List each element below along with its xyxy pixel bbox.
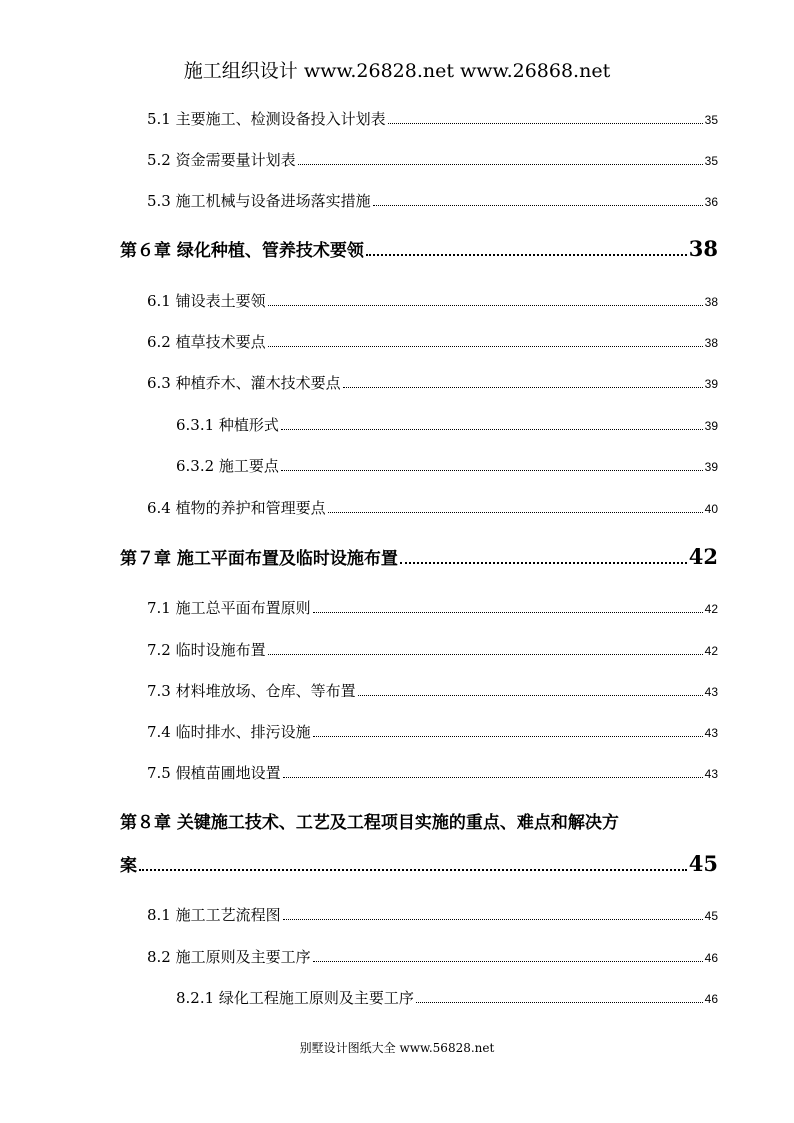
toc-entry-title: 7.1 施工总平面布置原则	[147, 599, 311, 617]
toc-entry-page: 36	[704, 195, 718, 209]
toc-entry[interactable]	[147, 290, 718, 313]
toc-entry[interactable]	[147, 904, 718, 927]
dot-leader	[313, 612, 703, 613]
dot-leader	[313, 736, 703, 737]
toc-entry-page: 46	[704, 992, 718, 1006]
toc-entry[interactable]	[147, 108, 718, 131]
toc-entry[interactable]	[147, 149, 718, 172]
toc-entry-title: 6.2 植草技术要点	[147, 333, 266, 351]
dot-leader	[283, 777, 703, 778]
toc-entry-title: 5.3 施工机械与设备进场落实措施	[147, 192, 371, 210]
toc-entry[interactable]	[147, 331, 718, 354]
toc-entry[interactable]	[147, 597, 718, 620]
toc-entry-page: 43	[704, 685, 718, 699]
dot-leader	[366, 254, 687, 256]
dot-leader	[388, 123, 703, 124]
toc-entry[interactable]	[147, 721, 718, 744]
toc-chapter-title-line2: 案	[120, 856, 137, 876]
toc-entry-title: 6.4 植物的养护和管理要点	[147, 499, 326, 517]
toc-entry-page: 40	[704, 502, 718, 516]
toc-entry-page: 43	[704, 767, 718, 781]
toc-entry-title: 8.1 施工工艺流程图	[147, 906, 281, 924]
toc-entry-page: 38	[704, 336, 718, 350]
toc-entry-page: 43	[704, 726, 718, 740]
dot-leader	[298, 164, 703, 165]
toc-entry-title: 7.2 临时设施布置	[147, 641, 266, 659]
toc-entry-page: 42	[704, 644, 718, 658]
toc-entry-title: 7.3 材料堆放场、仓库、等布置	[147, 682, 356, 700]
toc-entry-page: 38	[704, 295, 718, 309]
dot-leader	[139, 869, 687, 871]
toc-chapter-page: 38	[688, 236, 718, 261]
toc-entry-title: 8.2 施工原则及主要工序	[147, 948, 311, 966]
toc-entry-title: 6.3.1 种植形式	[176, 416, 279, 434]
toc-entry-page: 35	[704, 113, 718, 127]
toc-entry-page: 39	[704, 460, 718, 474]
toc-entry-page: 35	[704, 154, 718, 168]
dot-leader	[268, 346, 703, 347]
dot-leader	[373, 205, 703, 206]
toc-entry-title: 6.3 种植乔木、灌木技术要点	[147, 374, 341, 392]
toc-chapter-title-line1[interactable]: 第８章 关键施工技术、工艺及工程项目实施的重点、难点和解决方	[120, 813, 619, 833]
toc-entry[interactable]	[147, 762, 718, 785]
page-footer: 别墅设计图纸大全 www.56828.net	[299, 1041, 495, 1055]
toc-entry-title: 6.1 铺设表土要领	[147, 292, 266, 310]
toc-entry[interactable]	[147, 680, 718, 703]
dot-leader	[281, 470, 703, 471]
dot-leader	[313, 961, 703, 962]
dot-leader	[268, 305, 703, 306]
dot-leader	[281, 429, 703, 430]
toc-entry-title: 6.3.2 施工要点	[176, 457, 279, 475]
toc-subentry[interactable]	[176, 987, 718, 1010]
toc-entry-title: 5.1 主要施工、检测设备投入计划表	[147, 110, 386, 128]
toc-chapter-page: 45	[688, 851, 718, 876]
toc-entry[interactable]	[147, 497, 718, 520]
toc-entry[interactable]	[147, 190, 718, 213]
toc-chapter-page: 42	[688, 544, 718, 569]
toc-entry-title: 8.2.1 绿化工程施工原则及主要工序	[176, 989, 414, 1007]
toc-subentry[interactable]	[176, 455, 718, 478]
dot-leader	[358, 695, 703, 696]
toc-entry[interactable]	[147, 372, 718, 395]
toc-entry-page: 45	[704, 909, 718, 923]
dot-leader	[283, 919, 703, 920]
toc-entry-page: 39	[704, 419, 718, 433]
dot-leader	[343, 387, 703, 388]
toc-entry-title: 7.4 临时排水、排污设施	[147, 723, 311, 741]
toc-entry[interactable]	[147, 639, 718, 662]
toc-entry-title: 7.5 假植苗圃地设置	[147, 764, 281, 782]
toc-entry[interactable]	[147, 946, 718, 969]
toc-chapter-title: 第６章 绿化种植、管养技术要领	[120, 241, 364, 261]
toc-entry-page: 42	[704, 602, 718, 616]
toc-entry-title: 5.2 资金需要量计划表	[147, 151, 296, 169]
toc-entry-page: 39	[704, 377, 718, 391]
toc-subentry[interactable]	[176, 414, 718, 437]
dot-leader	[268, 654, 703, 655]
toc-chapter-entry[interactable]	[120, 236, 718, 264]
toc-chapter-entry[interactable]	[120, 851, 718, 879]
dot-leader	[328, 512, 703, 513]
toc-chapter-entry[interactable]	[120, 544, 718, 572]
dot-leader	[400, 562, 687, 564]
toc-entry-page: 46	[704, 951, 718, 965]
page-header: 施工组织设计 www.26828.net www.26868.net	[183, 60, 611, 82]
toc-chapter-title: 第７章 施工平面布置及临时设施布置	[120, 549, 398, 569]
dot-leader	[416, 1002, 703, 1003]
